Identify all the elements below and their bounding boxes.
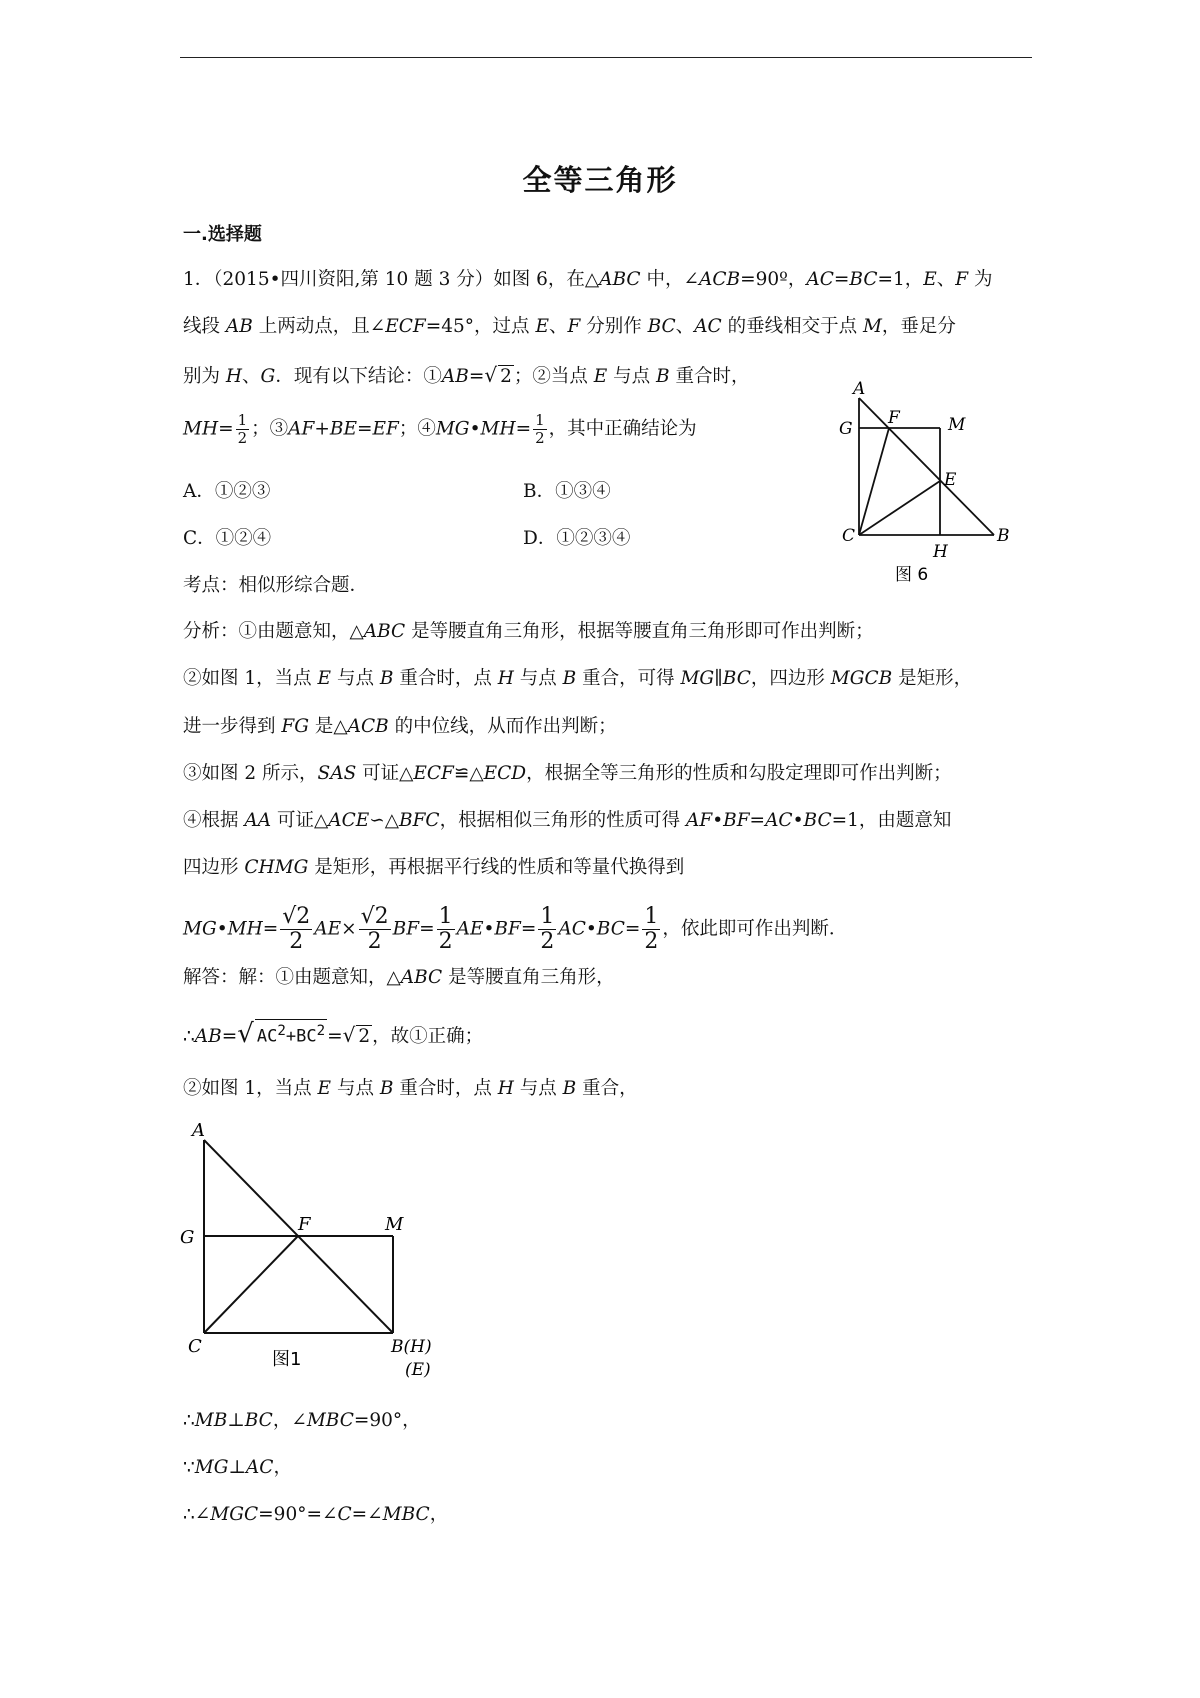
analysis-line-5: ④根据 AA 可证△ACE∽△BFC，根据相似三角形的性质可得 AF•BF=AC•BC=1，由题意知 <box>183 810 952 831</box>
solution-line-3: ②如图 1，当点 E 与点 B 重合时，点 H 与点 B 重合， <box>183 1078 638 1099</box>
option-c[interactable]: C．①②④ <box>183 528 272 549</box>
fig1-label-m: M <box>385 1214 404 1235</box>
fig6-caption: 图 6 <box>895 565 929 585</box>
fig6-label-b: B <box>997 526 1010 546</box>
fig1-label-a: A <box>192 1120 205 1141</box>
fig6-label-h: H <box>933 542 948 562</box>
fig1-label-c: C <box>188 1336 202 1357</box>
solution-line-2: ∴AB=√ $AC^2+BC^2$ =√ 2 ，故①正确； <box>183 1019 484 1049</box>
fig1-label-bh: B(H) <box>391 1337 432 1357</box>
fig6-line-ab <box>859 398 994 535</box>
fig1-label-g: G <box>180 1227 195 1248</box>
option-a[interactable]: A．①②③ <box>183 481 271 502</box>
solution-line-1: 解答：解：①由题意知，△ABC 是等腰直角三角形， <box>183 967 615 988</box>
page-title: 全等三角形 <box>522 163 678 197</box>
analysis-line-3: 进一步得到 FG 是△ACB 的中位线，从而作出判断； <box>183 716 617 737</box>
question-line-3: 别为 H、G．现有以下结论：①AB=√ 2 ；②当点 E 与点 B 重合时， <box>183 363 750 387</box>
analysis-line-2: ②如图 1，当点 E 与点 B 重合时，点 H 与点 B 重合，可得 MG∥BC，四边形 MGCB 是矩形， <box>183 668 973 689</box>
fig6-label-f: F <box>888 408 900 428</box>
analysis-line-6: 四边形 CHMG 是矩形，再根据平行线的性质和等量代换得到 <box>183 857 685 878</box>
fig1-caption: 图1 <box>272 1349 302 1370</box>
header-rule <box>180 57 1032 58</box>
solution-step-2: ∵MG⊥AC， <box>183 1457 292 1478</box>
analysis-line-4: ③如图 2 所示，SAS 可证△ECF≌△ECD，根据全等三角形的性质和勾股定理即可作出判断； <box>183 763 952 784</box>
analysis-line-1: 分析：①由题意知，△ABC 是等腰直角三角形，根据等腰直角三角形即可作出判断； <box>183 621 874 642</box>
fig1-label-e: (E) <box>405 1360 431 1380</box>
solution-step-3: ∴∠MGC=90°=∠C=∠MBC， <box>183 1504 449 1525</box>
fig6-label-m: M <box>948 415 966 435</box>
solution-step-1: ∴MB⊥BC，∠MBC=90°， <box>183 1410 421 1431</box>
figure-1 <box>180 1120 440 1380</box>
option-b[interactable]: B．①③④ <box>523 481 611 502</box>
fig6-label-c: C <box>842 526 856 546</box>
fig1-line-cf <box>204 1236 298 1333</box>
fig6-label-e: E <box>944 470 957 490</box>
analysis-formula: MG•MH= $\frac{√2}{2}$ AE× $\frac{√2}{2}$ BF= $\frac{1}{2}$ AE•BF= $\frac{1}{2}$ AC•BC= $\frac{1}{2}$ ，依此即可作出判断． <box>183 904 848 954</box>
question-line-2: 线段 AB 上两动点，且∠ECF=45°，过点 E、F 分别作 BC、AC 的垂线相交于点 M，垂足分 <box>183 316 956 337</box>
fig6-label-g: G <box>839 419 853 439</box>
fig6-label-a: A <box>853 379 866 399</box>
kaodian-line: 考点：相似形综合题． <box>183 575 369 596</box>
question-line-1: 1．（2015•四川资阳,第 10 题 3 分）如图 6，在△ABC 中，∠ACB=90º，AC=BC=1，E、F 为 <box>183 269 993 290</box>
question-line-4: MH= $\frac{1}{2}$ ；③AF+BE=EF；④MG•MH= $\frac{1}{2}$ ，其中正确结论为 <box>183 411 697 447</box>
fig1-label-f: F <box>298 1214 311 1235</box>
figure-6 <box>830 378 1020 588</box>
option-d[interactable]: D．①②③④ <box>523 528 631 549</box>
section-heading: 一.选择题 <box>183 224 262 245</box>
